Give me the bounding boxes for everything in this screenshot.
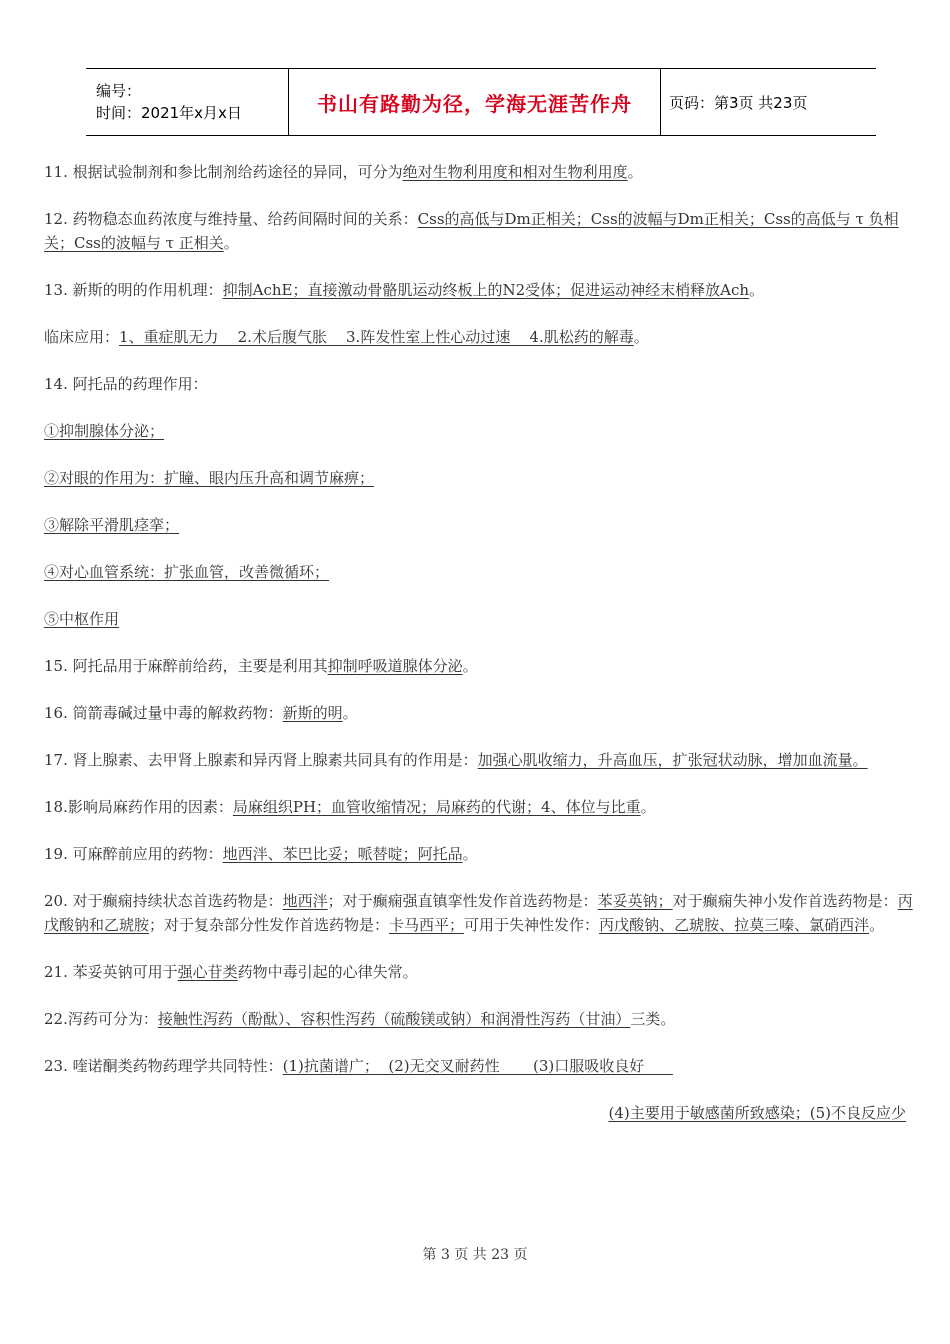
page-header: [86, 68, 876, 136]
item-text: 对于癫痫失神小发作首选药物是：: [672, 892, 898, 910]
item-answer: 地西泮: [282, 892, 328, 910]
item-text: 16. 筒箭毒碱过量中毒的解救药物：: [44, 704, 283, 722]
number-label: 编号：: [96, 82, 142, 100]
item-text: 15. 阿托品用于麻醉前给药，主要是利用其: [44, 657, 328, 675]
item-text: 。: [749, 281, 765, 299]
item-text: 。: [462, 845, 478, 863]
item-answer: ④对心血管系统：扩张血管，改善微循环；: [44, 563, 330, 581]
item-text: 可用于失神性发作：: [464, 916, 600, 934]
item-text: 。: [640, 798, 656, 816]
page-info: 页码：第3页 共23页: [669, 93, 808, 112]
item-text: 。: [633, 328, 649, 346]
item-20: [44, 889, 916, 937]
item-text: 11. 根据试验制剂和参比制剂给药途径的异同，可分为: [44, 163, 403, 181]
item-text: 。: [462, 657, 478, 675]
item-text: ；对于癫痫强直镇挛性发作首选药物是：: [327, 892, 598, 910]
item-answer: 加强心肌收缩力，升高血压，扩张冠状动脉，增加血流量。: [477, 751, 868, 769]
item-19: [44, 842, 916, 866]
item-text: ；对于复杂部分性发作首选药物是：: [149, 916, 390, 934]
item-18: [44, 795, 916, 819]
item-text: 12. 药物稳态血药浓度与维持量、给药间隔时间的关系：: [44, 210, 418, 228]
item-answer: 苯妥英钠；: [597, 892, 673, 910]
item-text: 药物中毒引起的心律失常。: [237, 963, 418, 981]
item-text: 17. 肾上腺素、去甲肾上腺素和异丙肾上腺素共同具有的作用是：: [44, 751, 478, 769]
item-text: 。: [869, 916, 885, 934]
item-text: 21. 苯妥英钠可用于: [44, 963, 178, 981]
item-answer: 丙戊酸钠和乙琥胺: [44, 892, 913, 934]
item-answer: 地西泮、苯巴比妥；哌替啶；阿托品: [222, 845, 463, 863]
header-page-cell: [661, 69, 876, 135]
item-14-3: [44, 513, 916, 537]
item-answer: 新斯的明: [282, 704, 343, 722]
item-23: [44, 1054, 916, 1078]
item-answer: 抑制AchE；直接激动骨骼肌运动终板上的N2受体；促进运动神经末梢释放Ach: [222, 281, 750, 299]
item-15: [44, 654, 916, 678]
item-answer: ⑤中枢作用: [44, 610, 120, 628]
item-text: 。: [627, 163, 643, 181]
header-meta: [86, 69, 288, 135]
motto: 书山有路勤为径，学海无涯苦作舟: [317, 91, 632, 116]
item-text: 18.影响局麻药作用的因素：: [44, 798, 233, 816]
item-answer: ②对眼的作用为：扩瞳、眼内压升高和调节麻痹；: [44, 469, 375, 487]
item-answer: 1、重症肌无力 2.术后腹气胀 3.阵发性室上性心动过速 4.肌松药的解毒: [119, 328, 634, 346]
item-answer: 抑制呼吸道腺体分泌: [327, 657, 463, 675]
item-13: [44, 278, 916, 302]
item-answer: 绝对生物利用度和相对生物利用度: [402, 163, 628, 181]
item-answer: (1)抗菌谱广； (2)无交叉耐药性 (3)口服吸收良好: [282, 1057, 673, 1075]
document-body: [44, 160, 916, 1125]
item-21: [44, 960, 916, 984]
item-14-1: [44, 419, 916, 443]
item-text: 20. 对于癫痫持续状态首选药物是：: [44, 892, 283, 910]
item-answer: Css的高低与Dm正相关；Css的波幅与Dm正相关；Css的高低与 τ 负相关；Css的波幅与 τ 正相关: [44, 210, 899, 252]
item-text: 13. 新斯的明的作用机理：: [44, 281, 223, 299]
item-16: [44, 701, 916, 725]
item-22: [44, 1007, 916, 1031]
item-answer: ①抑制腺体分泌；: [44, 422, 165, 440]
item-14: 14. 阿托品的药理作用：: [44, 375, 208, 393]
item-answer: 丙戊酸钠、乙琥胺、拉莫三嗪、氯硝西泮: [599, 916, 870, 934]
item-answer: 强心苷类: [177, 963, 238, 981]
item-text: 三类。: [630, 1010, 676, 1028]
item-23-continued: [44, 1101, 916, 1125]
time-label: 时间：2021年x月x日: [96, 104, 242, 122]
item-answer: 卡马西平；: [389, 916, 465, 934]
header-motto-cell: [288, 69, 661, 135]
item-answer: ③解除平滑肌痉挛；: [44, 516, 180, 534]
item-11: [44, 160, 916, 184]
item-text: 临床应用：: [44, 328, 120, 346]
item-answer: (4)主要用于敏感菌所致感染；(5)不良反应少: [608, 1104, 906, 1122]
item-text: 23. 喹诺酮类药物药理学共同特性：: [44, 1057, 283, 1075]
item-answer: 局麻组织PH；血管收缩情况；局麻药的代谢；4、体位与比重: [232, 798, 641, 816]
item-14-4: [44, 560, 916, 584]
item-text: 19. 可麻醉前应用的药物：: [44, 845, 223, 863]
item-text: 。: [342, 704, 358, 722]
item-12: [44, 207, 916, 255]
item-14-5: [44, 607, 916, 631]
item-text: 22.泻药可分为：: [44, 1010, 158, 1028]
page-footer: 第 3 页 共 23 页: [422, 1247, 528, 1263]
item-answer: 接触性泻药（酚酞）、容积性泻药（硫酸镁或钠）和润滑性泻药（甘油）: [157, 1010, 631, 1028]
item-text: 。: [223, 234, 239, 252]
item-17: [44, 748, 916, 772]
item-14-2: [44, 466, 916, 490]
item-13-clinical: [44, 325, 916, 349]
